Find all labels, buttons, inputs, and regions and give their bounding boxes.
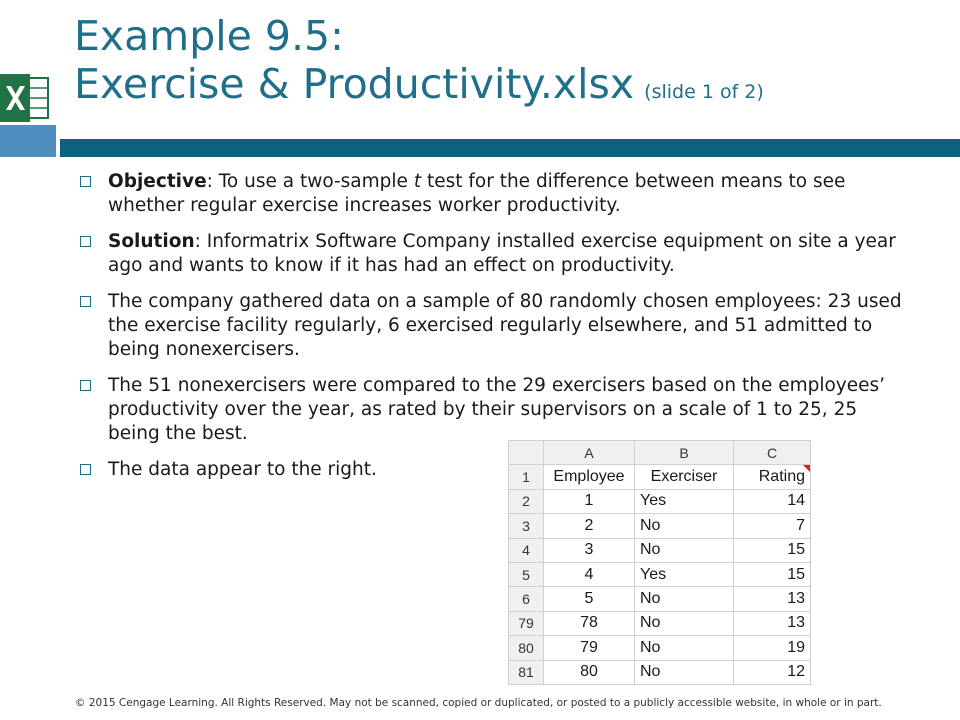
- square-bullet-icon: [80, 176, 91, 187]
- bullet-comparison: The 51 nonexercisers were compared to the 29 exercisers based on the employees’ productivity over the year, as rated by their supervisors on a scale of 1 to 25, 25 being the best.: [80, 374, 910, 446]
- employee-cell: 3: [544, 538, 635, 562]
- square-bullet-icon: [80, 380, 91, 391]
- row-number: 3: [509, 514, 544, 538]
- title-line-2: [74, 60, 764, 116]
- exerciser-cell: No: [635, 514, 734, 538]
- bullet-data: The data appear to the right.: [80, 458, 910, 482]
- column-header-row: [509, 441, 811, 465]
- title-subtitle: (slide 1 of 2): [644, 81, 764, 103]
- table-row: [509, 562, 811, 586]
- row-number: 4: [509, 538, 544, 562]
- bullet-label: Objective: [108, 171, 207, 192]
- employee-cell: 4: [544, 562, 635, 586]
- title-line-1: Example 9.5:: [74, 12, 344, 60]
- table-row: [509, 636, 811, 660]
- comment-indicator: [803, 465, 810, 472]
- bullet-label: Solution: [108, 231, 195, 252]
- table-row: [509, 538, 811, 562]
- exerciser-cell: No: [635, 660, 734, 684]
- rating-cell: 7: [734, 514, 811, 538]
- rating-cell: 12: [734, 660, 811, 684]
- table-row: [509, 660, 811, 684]
- rating-cell: 15: [734, 562, 811, 586]
- exerciser-cell: No: [635, 538, 734, 562]
- employee-cell: 79: [544, 636, 635, 660]
- row-number: 81: [509, 660, 544, 684]
- header-cell: Exerciser: [635, 465, 734, 489]
- row-number: 6: [509, 587, 544, 611]
- row-number: 1: [509, 465, 544, 489]
- employee-cell: 80: [544, 660, 635, 684]
- table-header-row: [509, 465, 811, 489]
- square-bullet-icon: [80, 236, 91, 247]
- row-number: 80: [509, 636, 544, 660]
- copyright-footer: © 2015 Cengage Learning. All Rights Reserved. May not be scanned, copied or duplicated, or posted to a publicly accessible website, in whole or in part.: [75, 697, 882, 709]
- column-letter: B: [635, 441, 734, 465]
- rating-cell: 13: [734, 587, 811, 611]
- exerciser-cell: No: [635, 611, 734, 635]
- column-letter: A: [544, 441, 635, 465]
- rating-cell: 19: [734, 636, 811, 660]
- exerciser-cell: Yes: [635, 562, 734, 586]
- title-filename: Exercise & Productivity.xlsx: [74, 60, 635, 108]
- square-bullet-icon: [80, 464, 91, 475]
- corner-cell: [509, 441, 544, 465]
- table-row: [509, 514, 811, 538]
- row-number: 5: [509, 562, 544, 586]
- employee-cell: 2: [544, 514, 635, 538]
- row-number: 79: [509, 611, 544, 635]
- bullet-solution: Solution: Informatrix Software Company installed exercise equipment on site a year ago and wants to know if it has had an effect on productivity.: [80, 230, 910, 278]
- bullet-sample: The company gathered data on a sample of 80 randomly chosen employees: 23 used the exercise facility regularly, 6 exercised regularly elsewhere, and 51 admitted to being nonexercisers.: [80, 290, 910, 362]
- employee-cell: 78: [544, 611, 635, 635]
- exerciser-cell: No: [635, 636, 734, 660]
- table-row: [509, 611, 811, 635]
- exerciser-cell: Yes: [635, 489, 734, 513]
- square-bullet-icon: [80, 296, 91, 307]
- header-cell: Rating: [734, 465, 811, 489]
- rating-cell: 15: [734, 538, 811, 562]
- rating-cell: 14: [734, 489, 811, 513]
- table-row: [509, 489, 811, 513]
- title-rule: [60, 139, 960, 157]
- spreadsheet-excerpt: [508, 440, 811, 685]
- excel-icon: [0, 72, 50, 124]
- slide-title: [74, 12, 764, 116]
- left-accent-band: [0, 125, 56, 157]
- bullet-objective: Objective: To use a two-sample t test for the difference between means to see whether regular exercise increases worker productivity.: [80, 170, 910, 218]
- rating-cell: 13: [734, 611, 811, 635]
- employee-cell: 5: [544, 587, 635, 611]
- exerciser-cell: No: [635, 587, 734, 611]
- header-cell: Employee: [544, 465, 635, 489]
- table-row: [509, 587, 811, 611]
- employee-cell: 1: [544, 489, 635, 513]
- column-letter: C: [734, 441, 811, 465]
- row-number: 2: [509, 489, 544, 513]
